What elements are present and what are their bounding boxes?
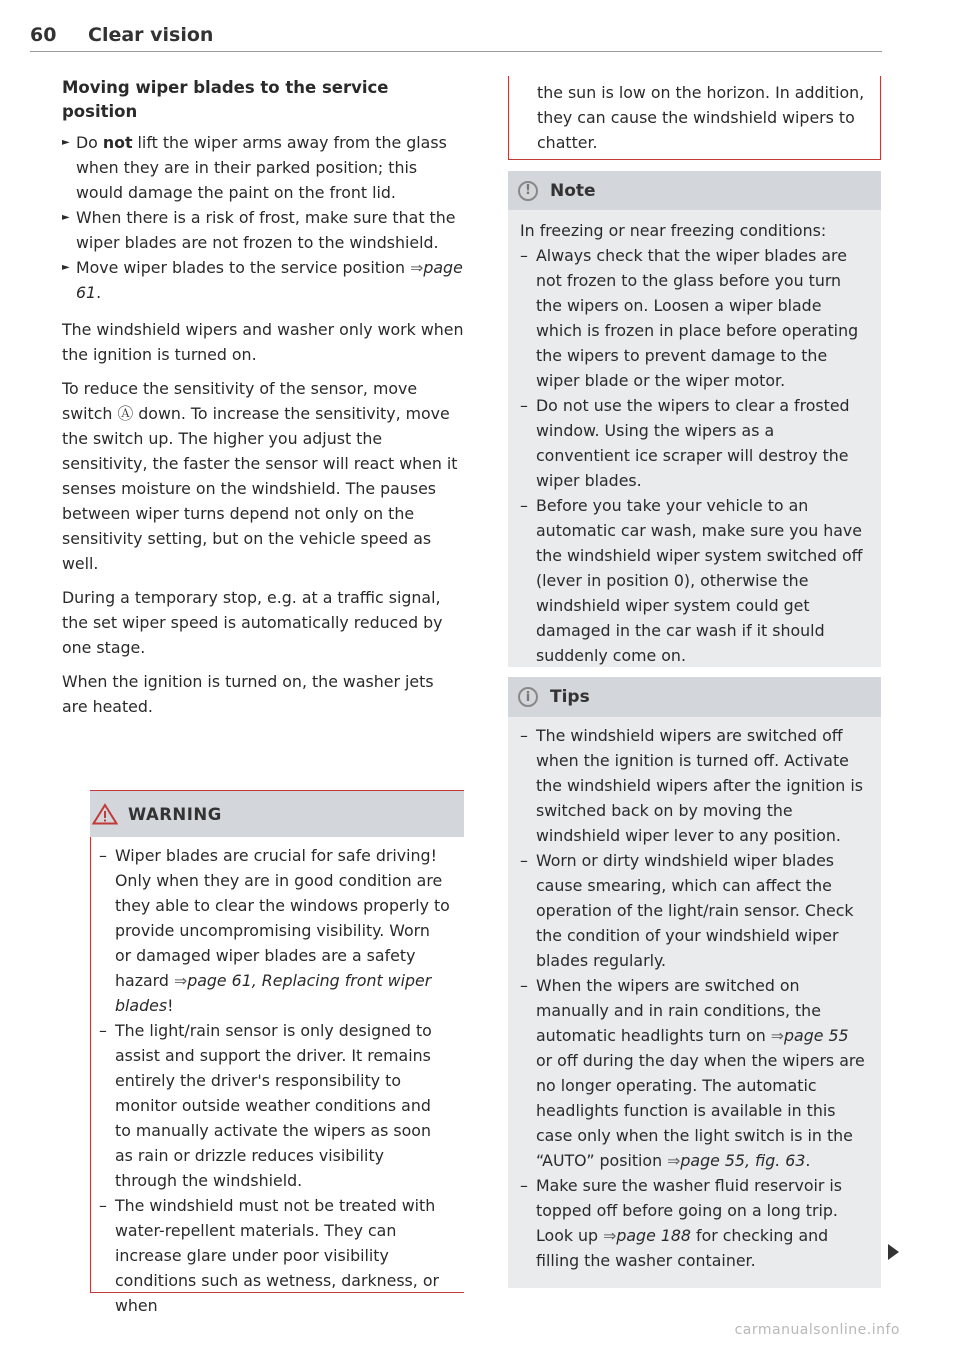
section-heading: Moving wiper blades to the service position xyxy=(62,78,389,121)
warning-item: – The light/rain sensor is only designed to assist and support the driver. It remains entirely the driver's responsibility to monitor outside weather conditions and to manually activate the wipers as soon as rain or drizzle reduces visibility through the windshield. xyxy=(99,1021,432,1190)
instruction-list xyxy=(62,130,464,305)
warning-header xyxy=(90,790,464,837)
page-number: 60 xyxy=(30,24,57,46)
page-reference-link[interactable]: ⇒page 188 xyxy=(603,1226,691,1245)
note-box xyxy=(508,171,881,667)
page-reference-link[interactable]: ⇒page 55, fig. 63 xyxy=(667,1151,806,1170)
exclamation-circle-icon: ! xyxy=(518,181,538,201)
warning-title: WARNING xyxy=(128,804,222,824)
note-item: – Always check that the wiper blades are not frozen to the glass before you turn the wipers on. Loosen a wiper blade which is frozen in place before operating the wipers to prevent damage to the wiper blade or the wiper motor. xyxy=(520,246,859,390)
page-reference-link[interactable]: ⇒page 61 xyxy=(76,258,463,302)
bullet-arrow-icon: ► xyxy=(62,262,70,273)
note-item: – Before you take your vehicle to an automatic car wash, make sure you have the windshield wiper system switched off (lever in position 0), otherwise the windshield wiper system could get damaged in the car wash if it should suddenly come on. xyxy=(520,496,863,665)
note-title: Note xyxy=(550,180,596,201)
warning-box xyxy=(90,790,464,1315)
note-list xyxy=(520,243,867,668)
reference-arrow-icon: ⇒ xyxy=(603,1226,617,1245)
reference-arrow-icon: ⇒ xyxy=(410,258,424,277)
body-paragraph: When the ignition is turned on, the washer jets are heated. xyxy=(62,672,434,716)
note-intro: In freezing or near freezing conditions: xyxy=(520,221,827,240)
page-header xyxy=(30,24,882,52)
tip-item: – The windshield wipers are switched off when the ignition is turned off. Activate the windshield wipers after the ignition is switched back on by moving the windshield wiper lever to any position. xyxy=(520,726,863,845)
reference-arrow-icon: ⇒ xyxy=(173,971,188,990)
warning-item: – Wiper blades are crucial for safe driving! Only when they are in good condition are they able to clear the windows properly to provide uncompromising visibility. Worn or damaged wiper blades are a safety hazard ⇒page 61, Replacing front wiper blades! xyxy=(99,846,450,1015)
tip-item: – Worn or dirty windshield wiper blades cause smearing, which can affect the operation of the light/rain sensor. Check the condition of your windshield wiper blades regularly. xyxy=(520,851,854,970)
instruction-item: ► Do not lift the wiper arms away from the glass when they are in their parked position; this would damage the paint on the front lid. xyxy=(62,130,464,205)
tips-list xyxy=(520,723,867,1273)
note-body xyxy=(508,210,881,668)
left-column xyxy=(62,76,464,719)
warning-continued-text: the sun is low on the horizon. In addition, they can cause the windshield wipers to chatter. xyxy=(537,83,865,152)
note-item: – Do not use the wipers to clear a frosted window. Using the wipers as a conventient ice scraper will destroy the wiper blades. xyxy=(520,396,850,490)
warning-continuation xyxy=(508,76,881,160)
instruction-item: ► When there is a risk of frost, make sure that the wiper blades are not frozen to the windshield. xyxy=(62,205,464,255)
tips-box xyxy=(508,677,881,1288)
continue-arrow-icon xyxy=(888,1244,899,1260)
note-header xyxy=(508,171,881,210)
footer-watermark: carmanualsonline.info xyxy=(734,1322,900,1338)
warning-body xyxy=(90,837,464,1315)
tips-body xyxy=(508,717,881,1273)
reference-arrow-icon: ⇒ xyxy=(770,1026,785,1045)
tip-item: – When the wipers are switched on manually and in rain conditions, the automatic headlights turn on ⇒page 55 or off during the day when the wipers are no longer operating. The automatic headlights function is available in this case only when the light switch is in the “AUTO” position ⇒page 55, fig. 63. xyxy=(520,976,865,1170)
reference-arrow-icon: ⇒ xyxy=(667,1151,681,1170)
body-paragraph: During a temporary stop, e.g. at a traffic signal, the set wiper speed is automatically reduced by one stage. xyxy=(62,588,443,657)
header-divider xyxy=(30,51,882,52)
bullet-arrow-icon: ► xyxy=(62,137,70,148)
tips-header xyxy=(508,677,881,717)
bullet-arrow-icon: ► xyxy=(62,212,70,223)
section-title: Clear vision xyxy=(88,24,214,46)
tips-title: Tips xyxy=(550,687,590,707)
warning-list xyxy=(99,843,450,1318)
warning-triangle-icon xyxy=(92,803,118,825)
instruction-item: ► Move wiper blades to the service position ⇒page 61. xyxy=(62,255,464,305)
body-paragraph: To reduce the sensitivity of the sensor, move switch Ⓐ down. To increase the sensitivity, move the switch up. The higher you adjust the sensitivity, the faster the sensor will react when it senses moisture on the windshield. The pauses between wiper turns depend not only on the sensitivity setting, but on the vehicle speed as well. xyxy=(62,379,458,573)
page-reference-link[interactable]: ⇒page 55 xyxy=(770,1026,849,1045)
tip-item: – Make sure the washer fluid reservoir is topped off before going on a long trip. Look up ⇒page 188 for checking and filling the washer container. xyxy=(520,1176,843,1270)
body-paragraph: The windshield wipers and washer only work when the ignition is turned on. xyxy=(62,320,464,364)
page-reference-link[interactable]: ⇒page 61, Replacing front wiper blades xyxy=(115,971,432,1015)
warning-item: – The windshield must not be treated with water-repellent materials. They can increase glare under poor visibility conditions such as wetness, darkness, or when xyxy=(99,1196,439,1315)
info-circle-icon: i xyxy=(518,687,538,707)
